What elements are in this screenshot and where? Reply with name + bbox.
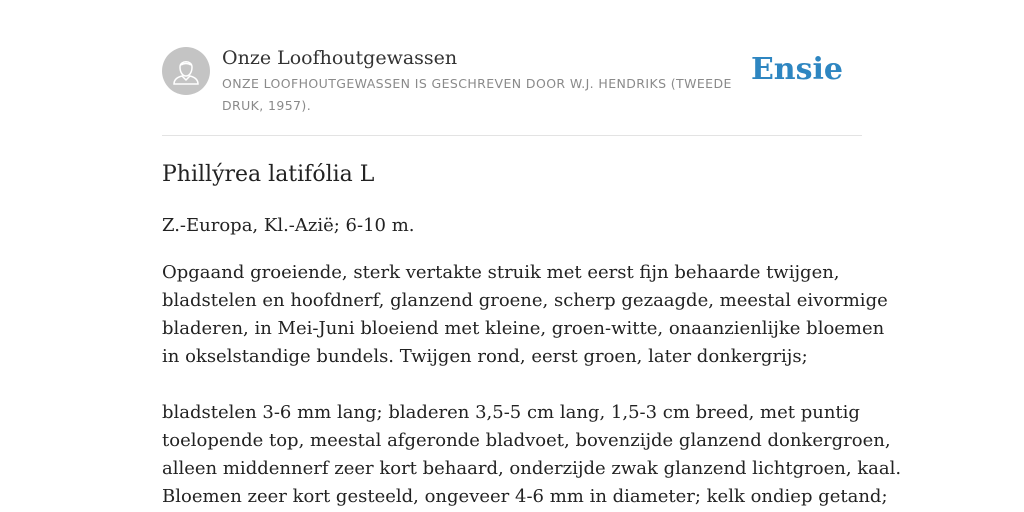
avatar[interactable]	[162, 47, 210, 95]
entry-region: Z.-Europa, Kl.-Azië; 6-10 m.	[162, 215, 415, 236]
source-header	[162, 46, 862, 118]
paragraph-gap	[162, 371, 882, 399]
header-divider	[162, 135, 862, 136]
description-line: alleen middennerf zeer kort behaard, onderzijde zwak glanzend lichtgroen, kaal.	[162, 458, 902, 479]
description-line: Opgaand groeiende, sterk vertakte struik met eerst fijn behaarde twijgen,	[162, 262, 840, 283]
description-line: Bloemen zeer kort gesteeld, ongeveer 4-6 mm in diameter; kelk ondiep getand;	[162, 486, 888, 507]
entry-description	[162, 259, 902, 511]
book-subtitle: ONZE LOOFHOUTGEWASSEN IS GESCHREVEN DOOR W.J. HENDRIKS (TWEEDE DRUK, 1957).	[222, 76, 732, 113]
description-line: bladeren, in Mei-Juni bloeiend met kleine, groen-witte, onaanzienlijke bloemen	[162, 318, 885, 339]
ensie-logo-link[interactable]: Ensie	[750, 52, 843, 87]
description-line: bladstelen en hoofdnerf, glanzend groene, scherp gezaagde, meestal eivormige	[162, 290, 888, 311]
description-line: bladstelen 3-6 mm lang; bladeren 3,5-5 cm lang, 1,5-3 cm breed, met puntig	[162, 402, 860, 423]
user-icon	[162, 47, 210, 95]
description-line: toelopende top, meestal afgeronde bladvoet, bovenzijde glanzend donkergroen,	[162, 430, 891, 451]
description-line: in okselstandige bundels. Twijgen rond, eerst groen, later donkergrijs;	[162, 346, 808, 367]
entry-title: Phillýrea latifólia L	[162, 162, 375, 187]
book-title[interactable]: Onze Loofhoutgewassen	[222, 47, 458, 69]
